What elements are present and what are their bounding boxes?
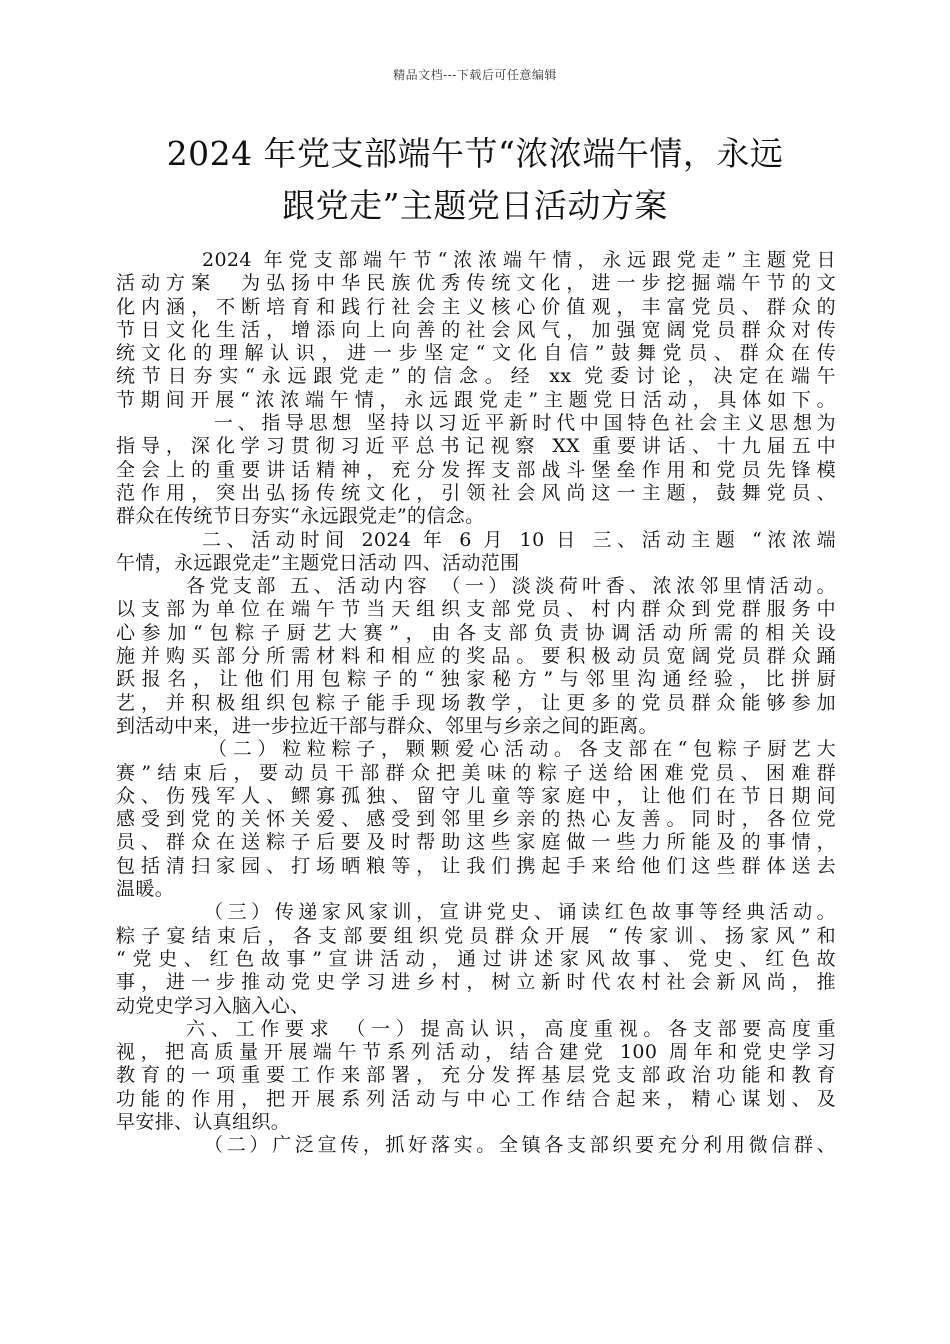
body-line: 节日文化生活，增添向上向善的社会风气，加强宽阔党员群众对传	[116, 318, 836, 341]
body-line: 赛”结束后，要动员干部群众把美味的粽子送给困难党员、困难群	[116, 761, 836, 784]
body-line: 粽子宴结束后，各支部要组织党员群众开展 “传家训、扬家风”和	[116, 924, 836, 947]
body-line: 统节日夯实“永远跟党走”的信念。经 xx 党委讨论，决定在端午	[116, 365, 836, 388]
body-line: （二）粒粒粽子，颗颗爱心活动。各支部在“包粽子厨艺大	[208, 738, 836, 761]
body-line: （二）广泛宣传，抓好落实。全镇各支部织要充分利用微信群、	[204, 1134, 836, 1157]
body-line: 跃报名，让他们用包粽子的“独家秘方”与邻里沟通经验，比拼厨	[116, 668, 836, 691]
body-line: （三）传递家风家训，宣讲党史、诵读红色故事等经典活动。	[204, 901, 836, 924]
body-line: “党史、红色故事”宣讲活动，通过讲述家风故事、党史、红色故	[116, 947, 836, 970]
body-line: 化内涵，不断培育和践行社会主义核心价值观，丰富党员、群众的	[116, 295, 836, 318]
body-line: 二、活动时间 2024 年 6 月 10 日 三、活动主题 “浓浓端	[202, 528, 836, 551]
document-body	[116, 249, 836, 1158]
title-line: 2024 年党支部端午节“浓浓端午情，永远	[166, 134, 784, 173]
body-line: 活动方案 为弘扬中华民族优秀传统文化，进一步挖掘端午节的文	[116, 272, 836, 295]
body-line: 包括清扫家园、打场晒粮等，让我们携起手来给他们这些群体送去	[116, 854, 836, 877]
body-line: 各党支部 五、活动内容 （一）淡淡荷叶香、浓浓邻里情活动。	[186, 575, 836, 598]
body-line: 群众在传统节日夯实“永远跟党走”的信念。	[116, 505, 485, 528]
title-line: 跟党走”主题党日活动方案	[282, 186, 668, 225]
body-line: 功能的作用，把开展系列活动与中心工作结合起来，精心谋划、及	[116, 1087, 836, 1110]
body-line: 到活动中来，进一步拉近干部与群众、邻里与乡亲之间的距离。	[116, 714, 658, 737]
body-line: 节期间开展“浓浓端午情，永远跟党走”主题党日活动，具体如下。	[116, 388, 836, 411]
body-line: 午情，永远跟党走”主题党日活动 四、活动范围	[116, 551, 520, 574]
header-note: 精品文档---下载后可任意编辑	[393, 68, 557, 82]
body-line: 视，把高质量开展端午节系列活动，结合建党 100 周年和党史学习	[116, 1041, 836, 1064]
body-line: 2024 年党支部端午节“浓浓端午情，永远跟党走”主题党日	[202, 249, 836, 271]
body-line: 范作用，突出弘扬传统文化，引领社会风尚这一主题，鼓舞党员、	[116, 481, 836, 504]
body-line: 教育的一项重要工作来部署，充分发挥基层党支部政治功能和教育	[116, 1064, 836, 1087]
body-line: 艺，并积极组织包粽子能手现场教学，让更多的党员群众能够参加	[116, 691, 836, 714]
body-line: 以支部为单位在端午节当天组织支部党员、村内群众到党群服务中	[116, 598, 836, 621]
body-line: 众、伤残军人、鳏寡孤独、留守儿童等家庭中，让他们在节日期间	[116, 784, 836, 807]
body-line: 员、群众在送粽子后要及时帮助这些家庭做一些力所能及的事情，	[116, 831, 836, 854]
body-line: 施并购买部分所需材料和相应的奖品。要积极动员宽阔党员群众踊	[116, 645, 836, 668]
body-line: 早安排、认真组织。	[116, 1110, 291, 1133]
document-title	[110, 128, 840, 232]
body-line: 心参加“包粽子厨艺大赛”，由各支部负责协调活动所需的相关设	[116, 621, 836, 644]
body-line: 统文化的理解认识，进一步坚定“文化自信”鼓舞党员、群众在传	[116, 342, 836, 365]
body-line: 一、指导思想 坚持以习近平新时代中国特色社会主义思想为	[214, 412, 836, 435]
body-line: 六、工作要求 （一）提高认识，高度重视。各支部要高度重	[186, 1017, 836, 1040]
body-line: 温暖。	[116, 878, 175, 901]
body-line: 动党史学习入脑入心、	[116, 994, 310, 1017]
body-line: 指导，深化学习贯彻习近平总书记视察 XX 重要讲话、十九届五中	[116, 435, 836, 458]
body-line: 感受到党的关怀关爱、感受到邻里乡亲的热心友善。同时，各位党	[116, 808, 836, 831]
body-line: 全会上的重要讲话精神，充分发挥支部战斗堡垒作用和党员先锋模	[116, 458, 836, 481]
body-line: 事，进一步推动党史学习进乡村，树立新时代农村社会新风尚，推	[116, 971, 836, 994]
